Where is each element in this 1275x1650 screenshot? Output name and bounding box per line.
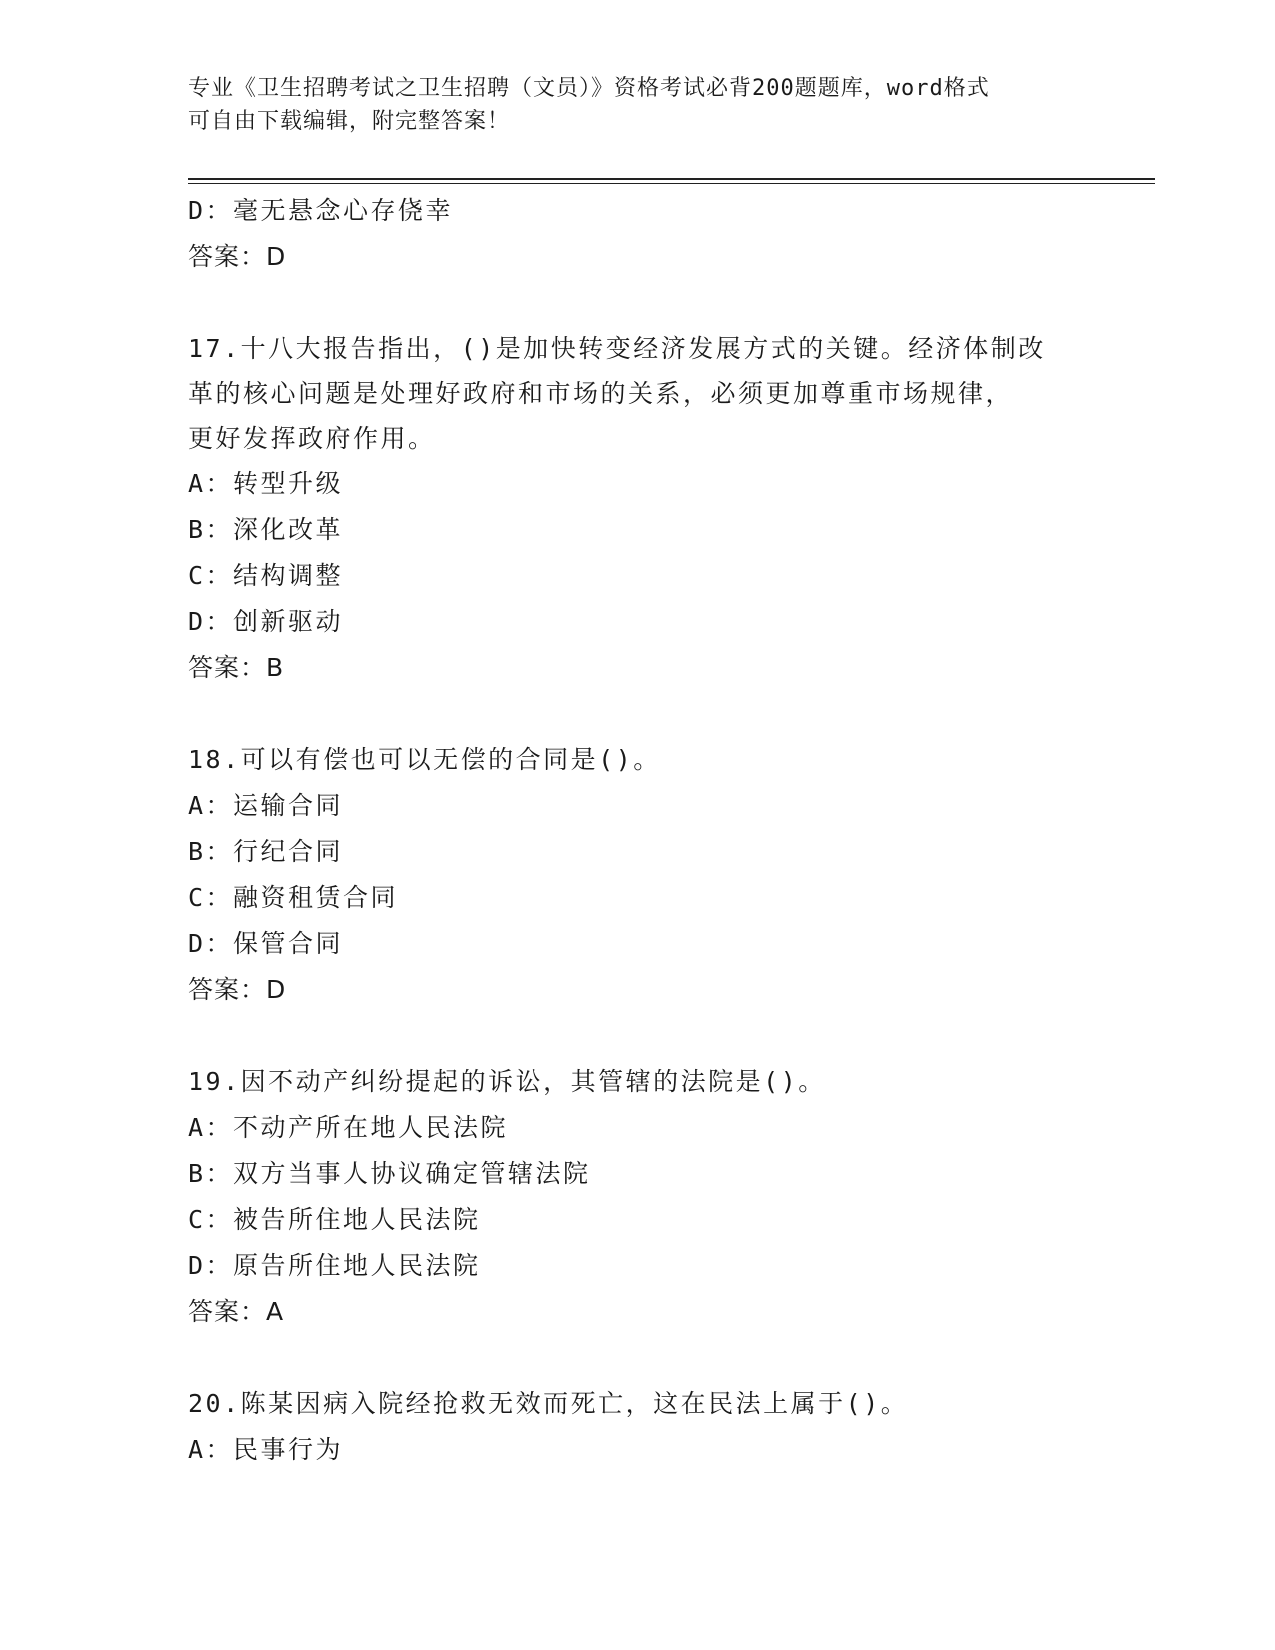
question-text: 革的核心问题是处理好政府和市场的关系，必须更加尊重市场规律， (188, 379, 1014, 408)
option-c: C：结构调整 (188, 561, 344, 590)
question-block-18 (188, 737, 1088, 1013)
question-block-previous (188, 188, 1088, 280)
spacer (188, 1335, 1088, 1381)
option-d: D：原告所住地人民法院 (188, 1251, 481, 1280)
header-rule-thin (188, 183, 1155, 184)
option-d: D：创新驱动 (188, 607, 344, 636)
option-c: C：融资租赁合同 (188, 883, 399, 912)
header-rule-thick (188, 178, 1155, 180)
question-text: 17.十八大报告指出，()是加快转变经济发展方式的关键。经济体制改 (188, 334, 1046, 363)
option-b: B：双方当事人协议确定管辖法院 (188, 1159, 591, 1188)
header-title-line-2: 可自由下载编辑，附完整答案！ (188, 109, 511, 134)
spacer (188, 280, 1088, 326)
option-c: C：被告所住地人民法院 (188, 1205, 481, 1234)
question-block-19 (188, 1059, 1088, 1335)
spacer (188, 1013, 1088, 1059)
question-text: 更好发挥政府作用。 (188, 424, 436, 453)
question-block-17 (188, 326, 1088, 691)
answer-line: 答案：B (188, 653, 285, 682)
question-text: 20.陈某因病入院经抢救无效而死亡，这在民法上属于()。 (188, 1389, 909, 1418)
option-a: A：运输合同 (188, 791, 344, 820)
header-title-line-1: 专业《卫生招聘考试之卫生招聘（文员）》资格考试必背200题题库，word格式 (188, 76, 990, 101)
option-b: B：深化改革 (188, 515, 344, 544)
option-d: D：保管合同 (188, 929, 344, 958)
spacer (188, 691, 1088, 737)
question-block-20 (188, 1381, 1088, 1473)
answer-line: 答案：D (188, 975, 287, 1004)
option-a: A：转型升级 (188, 469, 344, 498)
option-a: A：不动产所在地人民法院 (188, 1113, 509, 1142)
answer-line: 答案：A (188, 1297, 285, 1326)
question-text: 19.因不动产纠纷提起的诉讼，其管辖的法院是()。 (188, 1067, 826, 1096)
option-b: B：行纪合同 (188, 837, 344, 866)
answer-line: 答案：D (188, 242, 287, 271)
question-list (188, 188, 1088, 1473)
question-text: 18.可以有偿也可以无偿的合同是()。 (188, 745, 661, 774)
document-header (188, 72, 1068, 138)
option-a: A：民事行为 (188, 1435, 344, 1464)
option-d: D：毫无悬念心存侥幸 (188, 196, 454, 225)
